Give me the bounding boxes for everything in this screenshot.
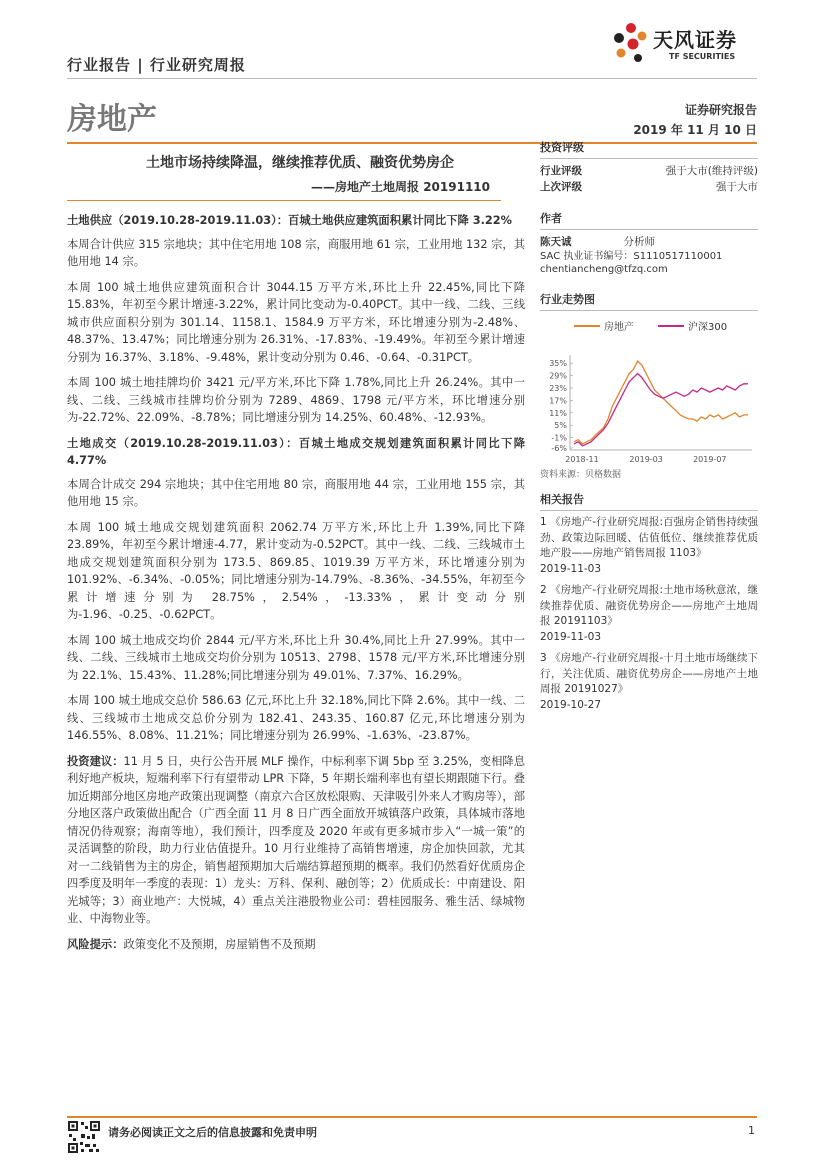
chart-source: 资料来源：贝格数据 (540, 470, 622, 480)
qr-code-icon (67, 1120, 101, 1154)
risk-text: 政策变化不及预期，房屋销售不及预期 (123, 937, 316, 951)
brand-name: 天风证券 (653, 28, 737, 52)
header-divider (67, 78, 757, 79)
report-type: 证券研究报告 (684, 103, 757, 117)
paragraph: 本周 100 城土地成交规划建筑面积 2062.74 万平方米,环比上升 1.39%,同比下降 23.89%，年初至今累计增速-4.77，累计变动为-0.52PCT。其中一线、二线、三线城市土地成交规划建筑面积分别为 173.5、869.85、1019.39 万平方米，环比增速分别为 101.92%、-6.34%、-0.05%；同比增速分别为-14.79%、-8.36%、-34.55%，年初至今累计增速分别为 28.75%，2.54%，-13.33%，累计变动分别为-1.96、-0.25、-0.62PCT。 (67, 520, 525, 621)
related-item-date: 2019-10-27 (540, 698, 602, 711)
y-tick-label: 35% (549, 359, 567, 369)
investment-text: 11 月 5 日，央行公告开展 MLF 操作，中标利率下调 5bp 至 3.25%，变相降息利好地产板块，短端利率下行有望带动 LPR 下降，5 年期长端利率也有望长期跟随下行。叠加近期部分地区房地产政策出现调整（南京六合区放松限购、天津吸引外来人才购房等），部分地区落户政策做出配合（广西全面 11 月 8 日广西全面放开城镇落户政策，具体城市落地情况仍待观察；海南等地），我们预计，四季度及 2020 年或有更多城市步入“一城一策”的灵活调整的阶段，助力行业估值提升。10 月行业维持了高销售增速，房企加快回款，尤其对一二线销售为主的房企，销售超预期加大后端结算超预期的概率。我们仍然看好优质房企四季度及明年一季度的表现：1）龙头：万科、保利、融创等；2）优质成长：中南建设、阳光城等；3）商业地产：大悦城，4）重点关注港股物业公司：碧桂园服务、雅生活、绿城物业、中海物业等。 (67, 754, 525, 925)
main-content (67, 212, 525, 961)
legend-label: 沪深300 (688, 322, 728, 333)
related-item-text: 2 《房地产-行业研究周报:土地市场秋意浓，继续推荐优质、融资优势房企——房地产土地周报 20191103》 (540, 584, 758, 627)
subtitle: ——房地产土地周报 20191110 (311, 180, 490, 194)
series-line (574, 361, 748, 444)
trend-chart (540, 315, 758, 465)
paragraph: 本周 100 城土地挂牌均价 3421 元/平方米,环比下降 1.78%,同比上升 26.24%。其中一线、二线、三线城市挂牌均价分别为 7289、4869、1798 元/平方米，环比增速分别为-22.72%、22.09%、-8.78%；同比增速分别为 14.25%、60.48%、-12.93%。 (67, 376, 525, 424)
y-tick-label: 17% (549, 396, 567, 406)
investment-advice (67, 753, 525, 928)
author-role: 分析师 (623, 236, 655, 248)
prev-rating-value: 强于大市 (716, 181, 758, 193)
related-title: 相关报告 (540, 490, 758, 511)
supply-section (67, 212, 525, 427)
related-item[interactable] (540, 583, 758, 645)
brand-logo (611, 20, 761, 70)
legend-label: 房地产 (604, 322, 634, 333)
rating-title: 投资评级 (540, 138, 758, 159)
author-cert: SAC 执业证书编号：S1110517110001 (540, 251, 723, 262)
author-title: 作者 (540, 209, 758, 230)
author-email[interactable]: chentiancheng@tfzq.com (540, 264, 668, 275)
transaction-section (67, 435, 525, 745)
y-tick-label: -6% (551, 444, 567, 453)
industry-rating-value: 强于大市(维持评级) (665, 165, 758, 177)
trend-chart-svg (540, 315, 758, 465)
section-heading: 土地供应（2019.10.28-2019.11.03）：百城土地供应建筑面积累计同比下降 3.22% (67, 214, 512, 227)
footer-divider (67, 1116, 757, 1118)
y-tick-label: 5% (554, 421, 567, 431)
sidebar (540, 138, 758, 719)
subtitle-divider (67, 200, 501, 201)
sector-title: 房地产 (67, 102, 157, 137)
paragraph: 本周 100 城土地供应建筑面积合计 3044.15 万平方米,环比上升 22.45%,同比下降 15.83%，年初至今累计增速-3.22%，累计同比变动为-0.40PCT。其中一线、二线、三线城市供应面积分别为 301.14、1158.1、1584.9 万平方米，环比增速分别为-2.48%、48.37%、13.47%；同比增速分别为 26.31%、-17.83%、-19.49%。年初至今累计增速分别为 16.37%、3.18%、-9.48%，累计变动分别为 0.46、-0.64、-0.31PCT。 (67, 280, 525, 364)
prev-rating-row (540, 179, 758, 195)
risk-warning (67, 936, 525, 954)
brand-mark-icon (611, 20, 651, 68)
section-heading: 土地成交（2019.10.28-2019.11.03）：百城土地成交规划建筑面积累计同比下降 4.77% (67, 436, 525, 467)
related-item[interactable] (540, 651, 758, 713)
related-item-date: 2019-11-03 (540, 630, 602, 643)
y-tick-label: 23% (549, 383, 567, 393)
related-item-text: 3 《房地产-行业研究周报-十月土地市场继续下行，关注优质、融资优势房企——房地产土地周报 20191027》 (540, 652, 758, 695)
brand-name-en: TF SECURITIES (669, 52, 736, 61)
author-row (540, 234, 758, 250)
industry-rating-label: 行业评级 (540, 165, 582, 177)
series-line (574, 374, 748, 446)
page-number: 1 (748, 1124, 755, 1137)
y-tick-label: 29% (549, 371, 567, 381)
disclaimer-text: 请务必阅读正文之后的信息披露和免责申明 (108, 1126, 317, 1139)
related-item[interactable] (540, 515, 758, 577)
author-name: 陈天诚 (540, 236, 572, 248)
prev-rating-label: 上次评级 (540, 181, 582, 193)
x-tick-label: 2018-11 (565, 455, 599, 464)
investment-label: 投资建议： (67, 754, 124, 768)
paragraph: 本周合计成交 294 宗地块；其中住宅用地 80 宗，商服用地 44 宗，工业用地 155 宗，其他用地 15 宗。 (67, 477, 525, 508)
x-tick-label: 2019-03 (629, 455, 663, 464)
x-tick-label: 2019-07 (693, 455, 727, 464)
industry-rating-row (540, 163, 758, 179)
related-item-text: 1 《房地产-行业研究周报:百强房企销售持续强劲、政策边际回暖、估值低位、继续推荐优质地产股——房地产销售周报 1103》 (540, 516, 758, 559)
main-title: 土地市场持续降温，继续推荐优质、融资优势房企 (146, 155, 454, 171)
y-tick-label: 11% (549, 408, 567, 418)
report-date: 2019 年 11 月 10 日 (633, 123, 757, 137)
report-category: 行业报告 | 行业研究周报 (67, 56, 246, 74)
risk-label: 风险提示： (67, 937, 124, 951)
y-tick-label: -1% (551, 433, 567, 443)
trend-title: 行业走势图 (540, 290, 758, 311)
paragraph: 本周 100 城土地成交均价 2844 元/平方米,环比上升 30.4%,同比上升 27.99%。其中一线、二线、三线城市土地成交均价分别为 10513、2798、1578 元/平方米,环比增速分别为 22.1%、15.43%、11.28%;同比增速分别为 49.01%、7.37%、16.29%。 (67, 633, 525, 682)
paragraph: 本周 100 城土地成交总价 586.63 亿元,环比上升 32.18%,同比下降 2.6%。其中一线、二线、三线城市土地成交总价分别为 182.41、243.35、160.87 亿元,环比增速分别为 146.55%、8.08%、11.21%；同比增速分别为 26.99%、-1.63%、-23.87%。 (67, 694, 525, 742)
paragraph: 本周合计供应 315 宗地块；其中住宅用地 108 宗，商服用地 61 宗，工业用地 132 宗，其他用地 14 宗。 (67, 237, 525, 268)
related-item-date: 2019-11-03 (540, 562, 602, 575)
related-list (540, 515, 758, 713)
